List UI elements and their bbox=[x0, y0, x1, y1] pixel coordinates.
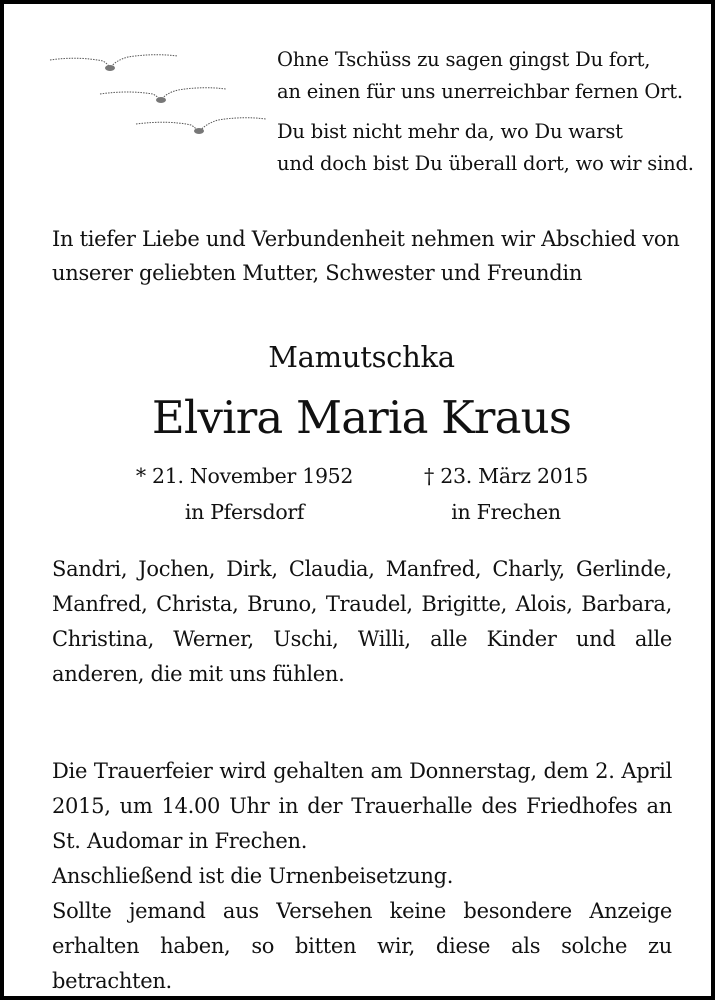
deceased-name: Elvira Maria Kraus bbox=[151, 391, 572, 444]
death-date: † 23. März 2015 bbox=[424, 464, 588, 488]
seagull-3-body bbox=[194, 128, 204, 134]
poem bbox=[277, 44, 697, 180]
birth-info bbox=[112, 458, 377, 530]
service-info bbox=[52, 754, 672, 999]
seagulls-illustration bbox=[48, 48, 273, 138]
urn-burial-text: Anschließend ist die Urnenbeisetzung. bbox=[52, 864, 454, 888]
poem-line: Du bist nicht mehr da, wo Du warst bbox=[277, 120, 623, 143]
seagull-2-body bbox=[156, 97, 166, 103]
seagull-1 bbox=[50, 55, 178, 68]
poem-stanza-1 bbox=[277, 44, 697, 108]
poem-line: und doch bist Du überall dort, wo wir sind. bbox=[277, 152, 694, 175]
poem-line: an einen für uns unerreichbar fernen Ort. bbox=[277, 80, 683, 103]
death-info bbox=[396, 458, 616, 530]
intro-text bbox=[52, 222, 682, 290]
poem-line: Ohne Tschüss zu sagen gingst Du fort, bbox=[277, 48, 651, 71]
seagull-1-body bbox=[105, 65, 115, 71]
poem-stanza-2 bbox=[277, 116, 697, 180]
birth-date: * 21. November 1952 bbox=[135, 464, 354, 488]
mourners-list: Sandri, Jochen, Dirk, Claudia, Manfred, Charly, Gerlinde, Manfred, Christa, Bruno, Traudel, Brigitte, Alois, Barbara, Christina, Werner, Uschi, Willi, alle Kinder und alle anderen, die mit uns fühlen. bbox=[52, 557, 672, 686]
intro-line: unserer geliebten Mutter, Schwester und Freundin bbox=[52, 261, 583, 285]
birth-place: in Pfersdorf bbox=[184, 500, 305, 524]
ceremony-text: Die Trauerfeier wird gehalten am Donnerstag, dem 2. April 2015, um 14.00 Uhr in der Trauerhalle des Friedhofes an St. Audomar in Frechen. bbox=[52, 759, 672, 853]
nickname: Mamutschka bbox=[268, 340, 455, 374]
notice-text: Sollte jemand aus Versehen keine besondere Anzeige erhalten haben, so bitten wir, diese als solche zu betrachten. bbox=[52, 899, 672, 993]
intro-line: In tiefer Liebe und Verbundenheit nehmen wir Abschied von bbox=[52, 227, 680, 251]
death-place: in Frechen bbox=[451, 500, 561, 524]
